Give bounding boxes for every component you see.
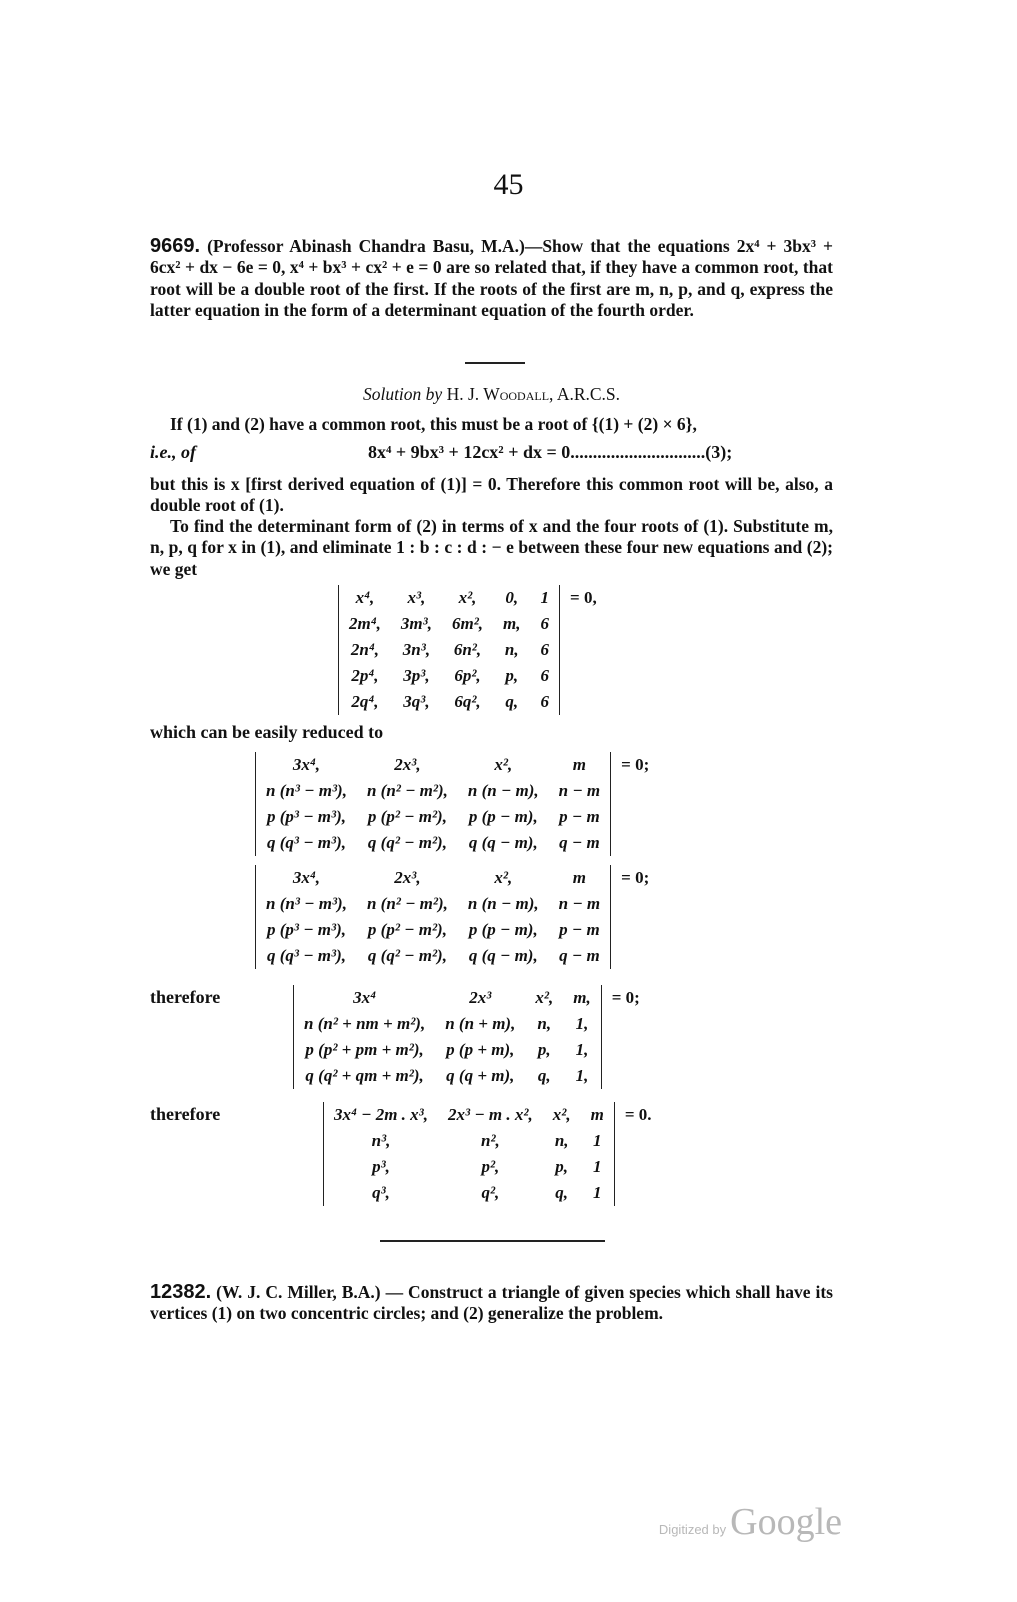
determinant-cell: q − m bbox=[549, 830, 611, 856]
determinant-cell: n − m bbox=[549, 778, 611, 804]
ie-label: i.e., of bbox=[150, 442, 196, 462]
determinant-row bbox=[339, 663, 608, 689]
determinant-cell: q, bbox=[537, 1066, 551, 1085]
spacer bbox=[560, 637, 608, 663]
determinant-cell: m bbox=[549, 865, 611, 891]
determinant-cell: x², bbox=[494, 755, 513, 774]
determinant-cell: 3x⁴, bbox=[256, 865, 357, 891]
determinant-row bbox=[256, 752, 660, 778]
spacer bbox=[601, 1063, 650, 1089]
spacer bbox=[611, 943, 660, 969]
determinant-cell: 2m⁴, bbox=[339, 611, 391, 637]
spacer bbox=[560, 689, 608, 715]
determinant-cell: 6q², bbox=[454, 692, 481, 711]
reduced-text: which can be easily reduced to bbox=[150, 722, 384, 742]
spacer bbox=[560, 611, 608, 637]
determinant-cell: 1 bbox=[581, 1128, 615, 1154]
determinant-cell: p, bbox=[505, 666, 519, 685]
determinant-cell: 6p², bbox=[454, 666, 481, 685]
determinant-cell: 6 bbox=[531, 611, 560, 637]
determinant-cell: q², bbox=[481, 1183, 500, 1202]
determinant-cell: p, bbox=[537, 1040, 551, 1059]
determinant-row bbox=[256, 917, 660, 943]
determinant-cell: 1 bbox=[531, 585, 560, 611]
determinant-cell: x⁴, bbox=[339, 585, 391, 611]
determinant-cell: n (n² − m²), bbox=[366, 894, 448, 913]
watermark-brand: Google bbox=[730, 1501, 842, 1543]
determinant-cell: 3m³, bbox=[400, 614, 432, 633]
determinant-cell: x³, bbox=[407, 588, 426, 607]
determinant-cell: 3x⁴, bbox=[256, 752, 357, 778]
determinant-cell: x², bbox=[494, 868, 513, 887]
determinant-2 bbox=[255, 752, 660, 856]
determinant-row bbox=[339, 689, 608, 715]
problem-number: 9669. bbox=[150, 235, 201, 257]
determinant-cell: 2x³, bbox=[394, 755, 421, 774]
determinant-matrix bbox=[255, 752, 660, 856]
determinant-cell: q (q² − m²), bbox=[367, 946, 447, 965]
equation-3: 8x⁴ + 9bx³ + 12cx² + dx = 0..............................(3); bbox=[368, 442, 733, 462]
determinant-row bbox=[294, 1037, 651, 1063]
determinant-cell: n (n² − m²), bbox=[366, 781, 448, 800]
determinant-cell: 3x⁴ − 2m . x³, bbox=[324, 1102, 439, 1128]
determinant-cell: m, bbox=[503, 614, 521, 633]
spacer bbox=[560, 663, 608, 689]
determinant-cell: n, bbox=[537, 1014, 552, 1033]
problem-text: (Professor Abinash Chandra Basu, M.A.)—Show that the equations 2x⁴ + 3bx³ + 6cx² + dx − 6e = 0, x⁴ + bx³ + cx² + e = 0 are so related that, if they have a common root, that root will be a double root of the first. If the roots of the first are m, n, p, and q, express the latter equation in the form of a determinant equation of the fourth order. bbox=[150, 236, 833, 320]
determinant-cell: p (p − m), bbox=[468, 807, 538, 826]
determinant-cell: 2x³ bbox=[469, 988, 492, 1007]
determinant-cell: p (p² − m²), bbox=[367, 920, 447, 939]
determinant-cell: n (n + m), bbox=[445, 1014, 516, 1033]
determinant-cell: p (p³ − m³), bbox=[256, 917, 357, 943]
determinant-row bbox=[256, 943, 660, 969]
solution-heading bbox=[150, 384, 833, 405]
determinant-row bbox=[324, 1180, 663, 1206]
determinant-row bbox=[324, 1154, 663, 1180]
determinant-row bbox=[294, 1063, 651, 1089]
determinant-row bbox=[324, 1102, 663, 1128]
determinant-cell: n (n³ − m³), bbox=[256, 778, 357, 804]
determinant-row bbox=[256, 830, 660, 856]
spacer bbox=[601, 1011, 650, 1037]
page-number: 45 bbox=[493, 168, 524, 201]
determinant-cell: q (q² + qm + m²), bbox=[294, 1063, 436, 1089]
problem-9669 bbox=[150, 236, 833, 321]
determinant-cell: x², bbox=[535, 988, 554, 1007]
determinant-cell: q (q³ − m³), bbox=[256, 830, 357, 856]
determinant-cell: 3x⁴ bbox=[294, 985, 436, 1011]
determinant-cell: n (n − m), bbox=[467, 894, 539, 913]
determinant-cell: p (p² − m²), bbox=[367, 807, 447, 826]
determinant-cell: m bbox=[581, 1102, 615, 1128]
determinant-row bbox=[256, 891, 660, 917]
determinant-cell: n³, bbox=[324, 1128, 439, 1154]
determinant-cell: 0, bbox=[505, 588, 519, 607]
determinant-cell: n, bbox=[504, 640, 519, 659]
determinant-cell: n (n² + nm + m²), bbox=[294, 1011, 436, 1037]
determinant-row bbox=[294, 1011, 651, 1037]
determinant-5 bbox=[323, 1102, 663, 1206]
determinant-cell: 6 bbox=[531, 689, 560, 715]
solution-line1: If (1) and (2) have a common root, this must be a root of {(1) + (2) × 6}, bbox=[170, 414, 697, 434]
determinant-cell: n (n − m), bbox=[467, 781, 539, 800]
determinant-row bbox=[294, 985, 651, 1011]
determinant-cell: p³, bbox=[324, 1154, 439, 1180]
determinant-cell: q, bbox=[555, 1183, 569, 1202]
determinant-cell: x², bbox=[552, 1105, 571, 1124]
determinant-row bbox=[324, 1128, 663, 1154]
determinant-matrix bbox=[338, 585, 608, 715]
determinant-cell: p − m bbox=[549, 804, 611, 830]
determinant-cell: p², bbox=[481, 1157, 500, 1176]
determinant-row bbox=[339, 585, 608, 611]
determinant-cell: 2x³, bbox=[394, 868, 421, 887]
determinant-rhs: = 0; bbox=[611, 988, 640, 1007]
problem-12382 bbox=[150, 1282, 833, 1325]
determinant-cell: q (q − m), bbox=[468, 946, 538, 965]
determinant-cell: 3n³, bbox=[402, 640, 431, 659]
determinant-cell: 1, bbox=[563, 1037, 601, 1063]
determinant-cell: 2n⁴, bbox=[339, 637, 391, 663]
spacer bbox=[601, 1037, 650, 1063]
google-watermark bbox=[659, 1500, 842, 1544]
solution-para3: To find the determinant form of (2) in terms of x and the four roots of (1). Substitute m, n, p, q for x in (1), and eliminate 1 : b : c : d : − e between these four new equations and (2); we get bbox=[150, 516, 833, 579]
determinant-cell: 6 bbox=[531, 663, 560, 689]
determinant-cell: 1 bbox=[581, 1154, 615, 1180]
spacer bbox=[614, 1128, 662, 1154]
determinant-rhs: = 0, bbox=[570, 588, 597, 607]
determinant-row bbox=[339, 611, 608, 637]
determinant-cell: 6 bbox=[531, 637, 560, 663]
determinant-rhs: = 0; bbox=[621, 755, 650, 774]
spacer bbox=[611, 804, 660, 830]
determinant-cell: 2q⁴, bbox=[339, 689, 391, 715]
determinant-1 bbox=[338, 585, 608, 715]
determinant-cell: 3q³, bbox=[403, 692, 430, 711]
determinant-row bbox=[256, 865, 660, 891]
determinant-4 bbox=[293, 985, 651, 1089]
determinant-matrix bbox=[293, 985, 651, 1089]
determinant-row bbox=[256, 778, 660, 804]
spacer bbox=[611, 891, 660, 917]
determinant-cell: x², bbox=[458, 588, 477, 607]
determinant-cell: 1, bbox=[563, 1063, 601, 1089]
determinant-cell: q, bbox=[505, 692, 519, 711]
determinant-rhs: = 0; bbox=[621, 868, 650, 887]
bottom-divider bbox=[380, 1240, 605, 1242]
determinant-cell: q (q² − m²), bbox=[367, 833, 447, 852]
determinant-cell: q (q + m), bbox=[446, 1066, 515, 1085]
spacer bbox=[611, 917, 660, 943]
determinant-matrix bbox=[323, 1102, 663, 1206]
determinant-cell: p, bbox=[555, 1157, 569, 1176]
problem-text: (W. J. C. Miller, B.A.) — Construct a triangle of given species which shall have its vertices (1) on two concentric circles; and (2) generalize the problem. bbox=[150, 1282, 833, 1324]
spacer bbox=[611, 778, 660, 804]
spacer bbox=[614, 1180, 662, 1206]
determinant-cell: n − m bbox=[549, 891, 611, 917]
determinant-cell: 6m², bbox=[451, 614, 484, 633]
determinant-cell: p (p + m), bbox=[446, 1040, 515, 1059]
determinant-cell: p − m bbox=[549, 917, 611, 943]
determinant-cell: 6n², bbox=[453, 640, 482, 659]
determinant-cell: q (q³ − m³), bbox=[256, 943, 357, 969]
determinant-cell: 1 bbox=[581, 1180, 615, 1206]
determinant-cell: p (p − m), bbox=[468, 920, 538, 939]
therefore-1: therefore bbox=[150, 987, 221, 1007]
solution-para2: but this is x [first derived equation of (1)] = 0. Therefore this common root will be, also, a double root of (1). bbox=[150, 474, 833, 516]
determinant-cell: m, bbox=[563, 985, 601, 1011]
determinant-cell: q (q − m), bbox=[468, 833, 538, 852]
determinant-cell: n, bbox=[554, 1131, 569, 1150]
divider bbox=[465, 362, 525, 364]
determinant-3 bbox=[255, 865, 660, 969]
spacer bbox=[614, 1154, 662, 1180]
determinant-matrix bbox=[255, 865, 660, 969]
watermark-prefix: Digitized by bbox=[658, 1522, 727, 1537]
determinant-row bbox=[339, 637, 608, 663]
determinant-cell: n (n³ − m³), bbox=[256, 891, 357, 917]
spacer bbox=[611, 830, 660, 856]
determinant-row bbox=[256, 804, 660, 830]
therefore-2: therefore bbox=[150, 1104, 221, 1124]
determinant-cell: q³, bbox=[324, 1180, 439, 1206]
determinant-cell: 2p⁴, bbox=[339, 663, 391, 689]
determinant-cell: 2x³ − m . x², bbox=[448, 1105, 533, 1124]
problem-number: 12382. bbox=[150, 1281, 212, 1303]
determinant-cell: p (p³ − m³), bbox=[256, 804, 357, 830]
determinant-cell: m bbox=[549, 752, 611, 778]
determinant-cell: p (p² + pm + m²), bbox=[294, 1037, 436, 1063]
determinant-cell: 3p³, bbox=[403, 666, 430, 685]
determinant-cell: n², bbox=[480, 1131, 500, 1150]
determinant-cell: 1, bbox=[563, 1011, 601, 1037]
solution-prefix: Solution by bbox=[362, 384, 443, 404]
solution-author: H. J. Woodall, A.R.C.S. bbox=[446, 384, 621, 404]
determinant-rhs: = 0. bbox=[624, 1105, 652, 1124]
determinant-cell: q − m bbox=[549, 943, 611, 969]
